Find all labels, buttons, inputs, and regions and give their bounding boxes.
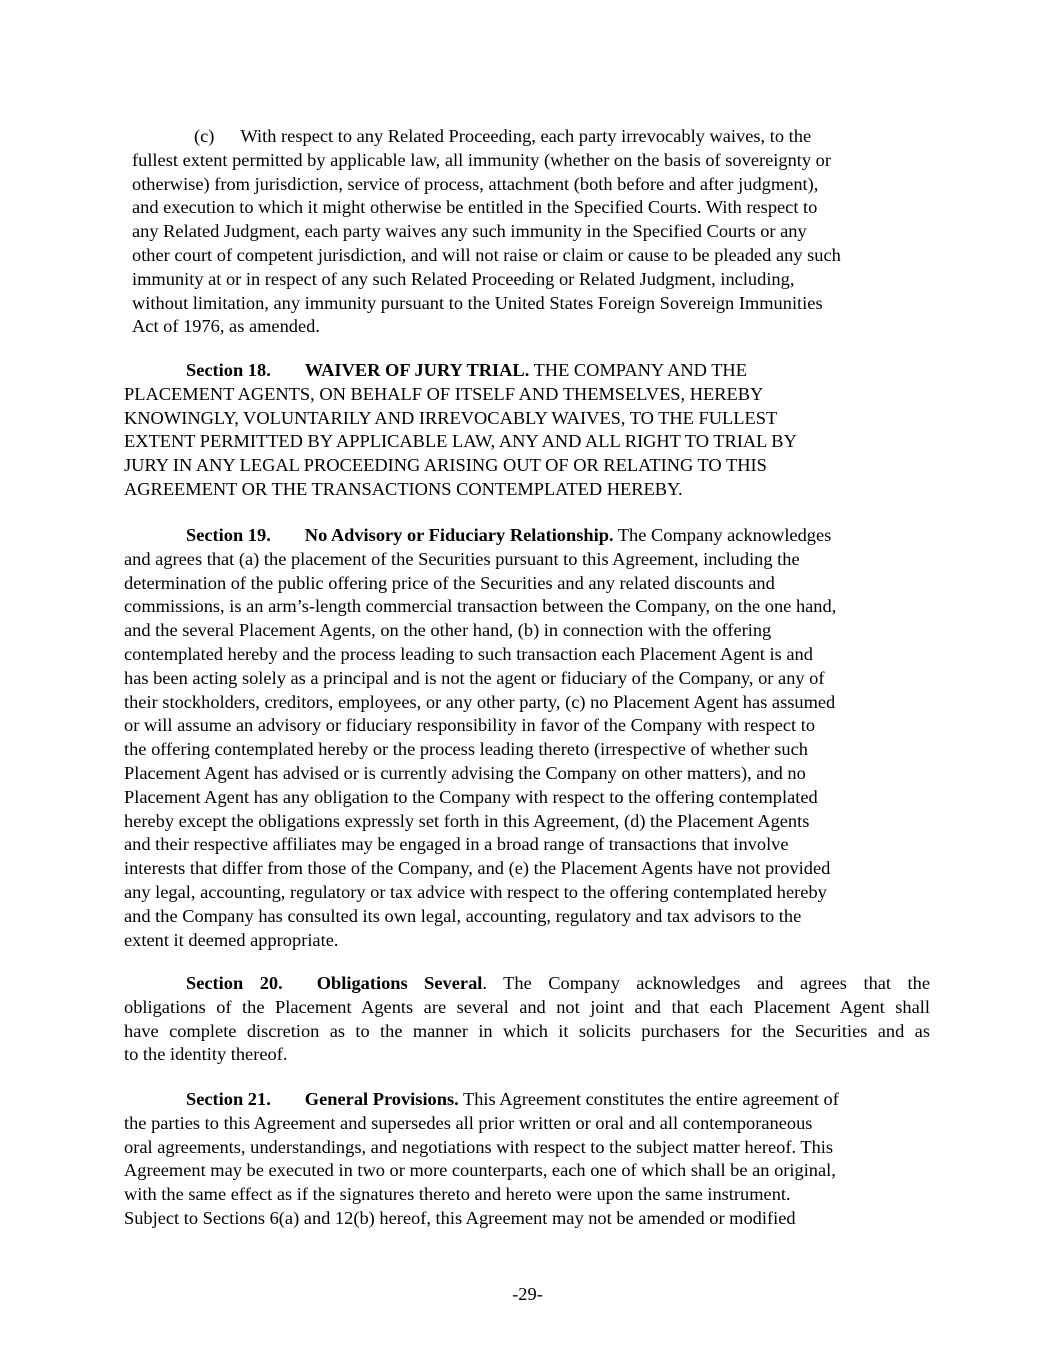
section-19-line: has been acting solely as a principal and is not the agent or fiduciary of the Company, or any of (124, 667, 825, 688)
section-19-line: or will assume an advisory or fiduciary responsibility in favor of the Company with respect to (124, 715, 816, 736)
subsection-c-line: immunity at or in respect of any such Related Proceeding or Related Judgment, including, (132, 268, 795, 289)
section-21-line: the parties to this Agreement and supersedes all prior written or oral and all contemporaneous (124, 1112, 813, 1133)
section-18-line-1: Section 18. WAIVER OF JURY TRIAL. THE COMPANY AND THE (186, 360, 747, 380)
section-19-line: and agrees that (a) the placement of the Securities pursuant to this Agreement, including the (124, 548, 800, 569)
subsection-c-line: and execution to which it might otherwise be entitled in the Specified Courts. With respect to (132, 197, 818, 218)
section-21-line: oral agreements, understandings, and negotiations with respect to the subject matter hereof. This (124, 1136, 834, 1157)
section-19-number: Section 19. (186, 525, 271, 545)
subsection-c-line: any Related Judgment, each party waives any such immunity in the Specified Courts or any (132, 221, 807, 242)
section-19-line: their stockholders, creditors, employees, or any other party, (c) no Placement Agent has assumed (124, 691, 836, 712)
section-18-line: JURY IN ANY LEGAL PROCEEDING ARISING OUT OF OR RELATING TO THIS (124, 455, 767, 476)
page-number: -29- (512, 1284, 543, 1304)
section-20-line: to the identity thereof. (124, 1044, 288, 1065)
section-19-paragraph (124, 524, 836, 952)
section-21-paragraph (124, 1088, 839, 1231)
section-19-line: any legal, accounting, regulatory or tax advice with respect to the offering contemplated hereby (124, 881, 827, 902)
section-20-title: Obligations Several (316, 973, 483, 993)
section-18-line: EXTENT PERMITTED BY APPLICABLE LAW, ANY AND ALL RIGHT TO TRIAL BY (124, 431, 797, 452)
section-20-line: obligations of the Placement Agents are several and not joint and that each Placement Agent shall (124, 996, 930, 1017)
section-21-line-1: Section 21. General Provisions. This Agreement constitutes the entire agreement of (186, 1089, 839, 1109)
section-19-line: interests that differ from those of the Company, and (e) the Placement Agents have not provided (124, 858, 831, 879)
subsection-c-line: without limitation, any immunity pursuant to the United States Foreign Sovereign Immunities (132, 292, 823, 313)
section-18-line: AGREEMENT OR THE TRANSACTIONS CONTEMPLATED HEREBY. (124, 478, 683, 499)
section-21-line: Subject to Sections 6(a) and 12(b) hereof, this Agreement may not be amended or modified (124, 1207, 796, 1228)
section-20-line: have complete discretion as to the manner in which it solicits purchasers for the Securities and as (124, 1020, 930, 1041)
section-21-number: Section 21. (186, 1089, 271, 1109)
section-19-title: No Advisory or Fiduciary Relationship. (304, 525, 614, 545)
section-19-line: Placement Agent has any obligation to the Company with respect to the offering contemplated (124, 786, 818, 807)
subsection-c-paragraph (132, 125, 841, 339)
section-19-line: extent it deemed appropriate. (124, 929, 339, 950)
section-21-title: General Provisions. (304, 1089, 459, 1109)
subsection-c-line: fullest extent permitted by applicable law, all immunity (whether on the basis of sovereignty or (132, 149, 831, 170)
subsection-c-label: (c) (194, 126, 215, 146)
section-18-paragraph (124, 359, 797, 502)
section-21-line: with the same effect as if the signatures thereto and hereto were upon the same instrument. (124, 1184, 791, 1205)
section-19-line: hereby except the obligations expressly set forth in this Agreement, (d) the Placement Agents (124, 810, 810, 831)
section-21-line: Agreement may be executed in two or more counterparts, each one of which shall be an original, (124, 1160, 836, 1181)
section-18-line: KNOWINGLY, VOLUNTARILY AND IRREVOCABLY WAIVES, TO THE FULLEST (124, 407, 778, 428)
section-19-line: determination of the public offering price of the Securities and any related discounts and (124, 572, 775, 593)
subsection-c-line: Act of 1976, as amended. (132, 316, 320, 337)
subsection-c-line: otherwise) from jurisdiction, service of process, attachment (both before and after judgment), (132, 173, 819, 194)
section-19-line: the offering contemplated hereby or the process leading thereto (irrespective of whether such (124, 739, 808, 760)
section-18-number: Section 18. (186, 360, 271, 380)
section-19-line: and the several Placement Agents, on the other hand, (b) in connection with the offering (124, 620, 772, 641)
section-19-line: contemplated hereby and the process leading to such transaction each Placement Agent is and (124, 643, 813, 664)
section-19-line: and the Company has consulted its own legal, accounting, regulatory and tax advisors to the (124, 905, 802, 926)
section-19-line: commissions, is an arm’s-length commercial transaction between the Company, on the one hand, (124, 596, 837, 617)
section-20-paragraph (124, 972, 930, 1067)
section-20-line-1: Section 20. Obligations Several. The Company acknowledges and agrees that the (186, 973, 931, 993)
section-20-number: Section 20. (186, 973, 283, 993)
section-19-line: and their respective affiliates may be engaged in a broad range of transactions that involve (124, 834, 789, 855)
section-18-title: WAIVER OF JURY TRIAL. (304, 360, 530, 380)
subsection-c-line: other court of competent jurisdiction, and will not raise or claim or cause to be pleaded any such (132, 244, 841, 265)
subsection-c-line-1: (c) With respect to any Related Proceeding, each party irrevocably waives, to the (194, 126, 812, 146)
section-19-line-1: Section 19. No Advisory or Fiduciary Relationship. The Company acknowledges (186, 525, 832, 545)
section-18-line: PLACEMENT AGENTS, ON BEHALF OF ITSELF AND THEMSELVES, HEREBY (124, 383, 764, 404)
section-19-line: Placement Agent has advised or is currently advising the Company on other matters), and no (124, 762, 806, 783)
